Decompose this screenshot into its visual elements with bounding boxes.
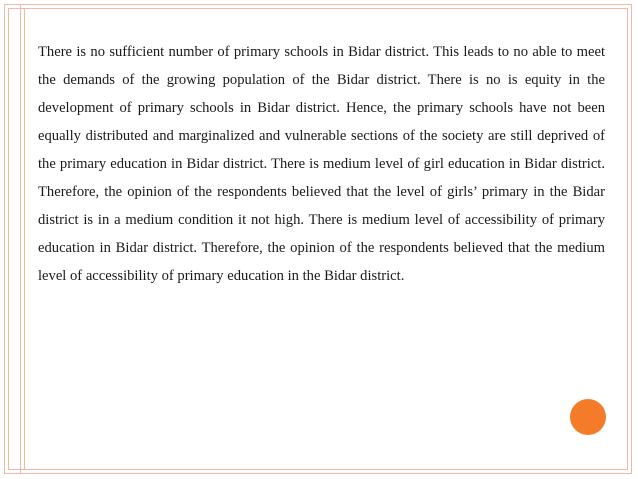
accent-circle — [570, 399, 606, 435]
frame-margin-line-inner — [24, 9, 25, 470]
slide-body-text: There is no sufficient number of primary schools in Bidar district. This leads to no able to meet the demands of the growing population of the Bidar district. There is no is equity in the development of primary schools in Bidar district. Hence, the primary schools have not been equally distributed and marginalized and vulnerable sections of the society are still deprived of the primary education in Bidar district. There is medium level of girl education in Bidar district. Therefore, the opinion of the respondents believed that the level of girls’ primary in the Bidar district is in a medium condition it not high. There is medium level of accessibility of primary education in Bidar district. Therefore, the opinion of the respondents believed that the medium level of accessibility of primary education in the Bidar district. — [38, 44, 605, 284]
frame-margin-line-outer — [20, 5, 21, 474]
